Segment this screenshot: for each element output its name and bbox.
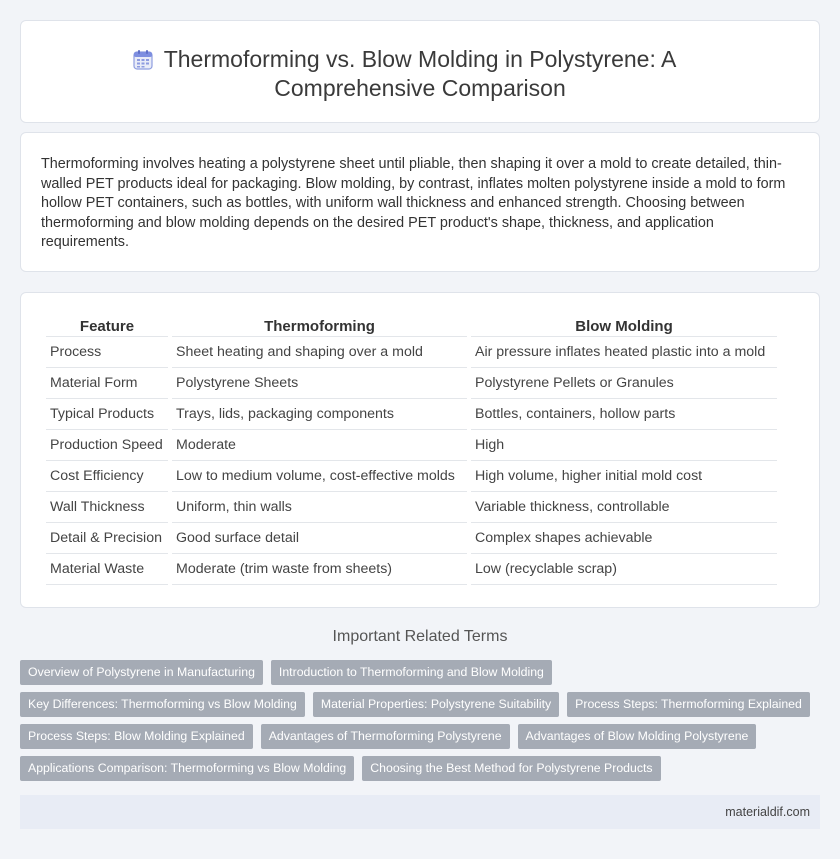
thermoforming-cell: Trays, lids, packaging components: [172, 399, 467, 430]
table-row: [46, 430, 777, 461]
table-row: [46, 461, 777, 492]
related-term-tag[interactable]: Process Steps: Blow Molding Explained: [20, 724, 253, 749]
feature-cell: Detail & Precision: [46, 523, 168, 554]
feature-cell: Cost Efficiency: [46, 461, 168, 492]
related-term-tag[interactable]: Choosing the Best Method for Polystyrene Products: [362, 756, 660, 781]
blow-molding-cell: Air pressure inflates heated plastic into a mold: [471, 337, 777, 368]
table-header-row: [46, 317, 777, 337]
related-term-tag[interactable]: Advantages of Thermoforming Polystyrene: [261, 724, 510, 749]
related-terms-list: [20, 660, 820, 788]
related-terms-title: Important Related Terms: [332, 628, 508, 645]
intro-text: Thermoforming involves heating a polystyrene sheet until pliable, then shaping it over a mold to create detailed, thin-walled PET products ideal for packaging. Blow molding, by contrast, inflates molten polystyrene inside a mold to form hollow PET containers, such as bottles, with uniform wall thickness and enhanced strength. Choosing between thermoforming and blow molding depends on the desired PET product's shape, thickness, and application requirements.: [41, 156, 786, 250]
table-row: [46, 399, 777, 430]
blow-molding-cell: Complex shapes achievable: [471, 523, 777, 554]
thermoforming-cell: Uniform, thin walls: [172, 492, 467, 523]
blow-molding-cell: Polystyrene Pellets or Granules: [471, 368, 777, 399]
blow-molding-cell: High volume, higher initial mold cost: [471, 461, 777, 492]
related-term-tag[interactable]: Introduction to Thermoforming and Blow Molding: [271, 660, 552, 685]
related-term-tag[interactable]: Overview of Polystyrene in Manufacturing: [20, 660, 263, 685]
table-row: [46, 523, 777, 554]
table-row: [46, 492, 777, 523]
comparison-card: [20, 292, 820, 608]
related-term-tag[interactable]: Advantages of Blow Molding Polystyrene: [518, 724, 757, 749]
calendar-icon: [132, 49, 154, 71]
feature-cell: Material Form: [46, 368, 168, 399]
page-title: Thermoforming vs. Blow Molding in Polystyrene: A Comprehensive Comparison: [163, 46, 677, 101]
thermoforming-cell: Good surface detail: [172, 523, 467, 554]
feature-cell: Material Waste: [46, 554, 168, 585]
intro-card: [20, 132, 820, 272]
footer: [20, 795, 820, 829]
related-term-tag[interactable]: Process Steps: Thermoforming Explained: [567, 692, 810, 717]
thermoforming-cell: Moderate: [172, 430, 467, 461]
header-feature: Feature: [46, 317, 168, 337]
related-term-tag[interactable]: Material Properties: Polystyrene Suitability: [313, 692, 559, 717]
related-term-tag[interactable]: Applications Comparison: Thermoforming vs Blow Molding: [20, 756, 354, 781]
thermoforming-cell: Moderate (trim waste from sheets): [172, 554, 467, 585]
thermoforming-cell: Polystyrene Sheets: [172, 368, 467, 399]
blow-molding-cell: Bottles, containers, hollow parts: [471, 399, 777, 430]
header-blow-molding: Blow Molding: [471, 317, 777, 337]
thermoforming-cell: Sheet heating and shaping over a mold: [172, 337, 467, 368]
feature-cell: Process: [46, 337, 168, 368]
blow-molding-cell: Low (recyclable scrap): [471, 554, 777, 585]
header-thermoforming: Thermoforming: [172, 317, 467, 337]
table-row: [46, 554, 777, 585]
table-row: [46, 368, 777, 399]
thermoforming-cell: Low to medium volume, cost-effective molds: [172, 461, 467, 492]
related-term-tag[interactable]: Key Differences: Thermoforming vs Blow Molding: [20, 692, 305, 717]
feature-cell: Typical Products: [46, 399, 168, 430]
feature-cell: Wall Thickness: [46, 492, 168, 523]
footer-site-link[interactable]: materialdif.com: [725, 805, 810, 819]
comparison-table: [42, 317, 781, 585]
blow-molding-cell: Variable thickness, controllable: [471, 492, 777, 523]
blow-molding-cell: High: [471, 430, 777, 461]
feature-cell: Production Speed: [46, 430, 168, 461]
table-row: [46, 337, 777, 368]
title-card: [20, 20, 820, 123]
